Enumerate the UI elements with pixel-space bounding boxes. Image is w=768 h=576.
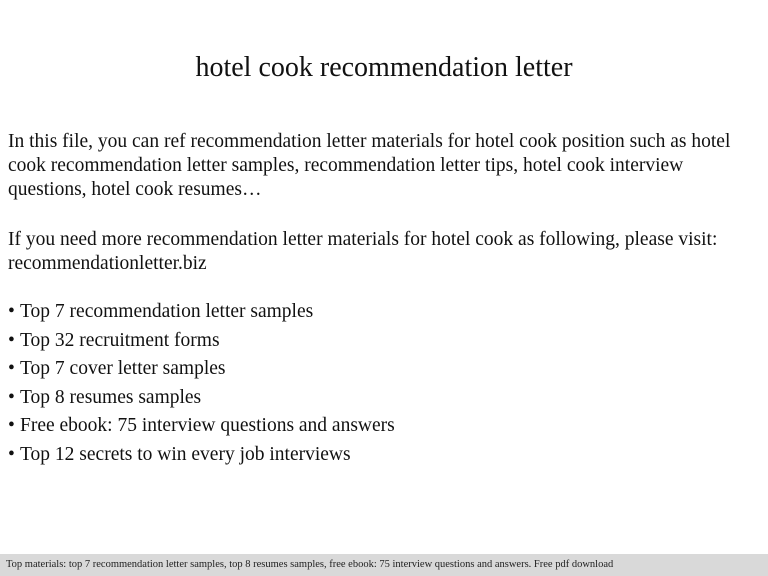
footer-text: Top materials: top 7 recommendation letter samples, top 8 resumes samples, free ebook: 75 interview questions and answers. Free pdf download [6,559,614,570]
list-item [8,384,760,413]
list-item-label: Top 7 cover letter samples [20,358,226,379]
more-info-paragraph: If you need more recommendation letter materials for hotel cook as following, please visit: recommendationletter.biz [8,229,718,274]
intro-paragraph: In this file, you can ref recommendation letter materials for hotel cook position such as hotel cook recommendation letter samples, recommendation letter tips, hotel cook interview questions, hotel cook resumes… [8,131,731,200]
page-title: hotel cook recommendation letter [195,52,573,83]
list-item [8,298,760,327]
list-item [8,355,760,384]
list-item-label: Top 7 recommendation letter samples [20,301,314,322]
list-item-label: Top 8 resumes samples [20,386,202,408]
bullet-icon: • [8,415,15,436]
bullet-icon: • [8,386,15,408]
list-item [8,327,760,356]
list-item-label: Top 12 secrets to win every job interviews [20,443,351,465]
list-item [8,412,760,441]
bullet-icon: • [8,301,15,322]
list-item-label: Free ebook: 75 interview questions and answers [20,415,395,436]
list-item [8,441,760,470]
bullet-icon: • [8,329,15,351]
bullet-icon: • [8,443,15,465]
list-item-label: Top 32 recruitment forms [20,329,220,351]
footer-bar [0,554,768,576]
bullet-icon: • [8,358,15,379]
materials-list [8,298,760,469]
